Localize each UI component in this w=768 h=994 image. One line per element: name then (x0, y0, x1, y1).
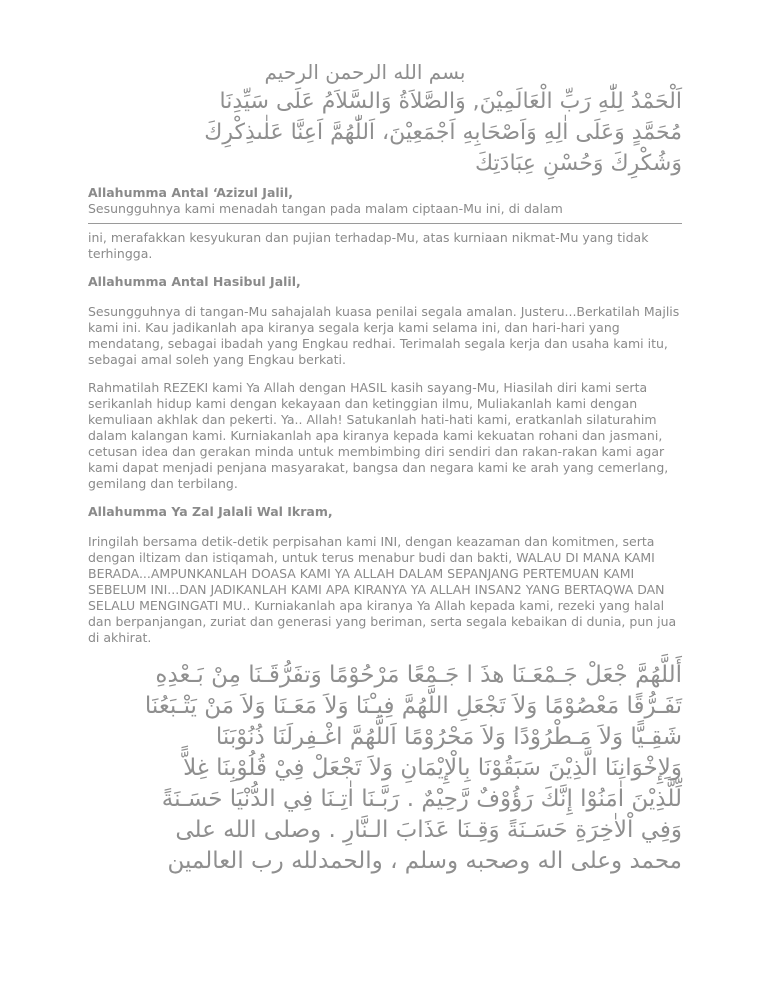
paragraph-intro-continued: ini, merafakkan kesyukuran dan pujian terhadap-Mu, atas kurniaan nikmat-Mu yang tidak terhingga. (88, 230, 649, 261)
arabic-line: لِّلَّذِيْنَ اٰمَنُوْا إِنَّكَ رَؤُوْفٌ رَّحِيْمٌ . رَبَّـنَا اٰتِـنَا فِي الدُّنْيَا حَسَـنَةً (161, 786, 682, 812)
arabic-line: وَفِي اْلاٰخِرَةِ حَسَـنَةً وَقِـنَا عَذَابَ الـنَّارِ . وصلى الله على (175, 817, 682, 843)
arabic-line: وَشُكْرِكَ وَحُسْنِ عِبَادَتِكَ (475, 151, 682, 176)
paragraph-intro: Sesungguhnya kami menadah tangan pada malam ciptaan-Mu ini, di dalam (88, 201, 563, 216)
arabic-line: تَفَـرُّقًا مَعْصُوْمًا وَلاَ تَجْعَلِ اللَّهُمَّ فِيـْنَا وَلاَ مَعَـنَا وَلاَ مَنْ يَتْـبَعُنَا (144, 693, 682, 719)
closing-arabic-prayer (88, 660, 682, 877)
section-heading-hasibul-jalil: Allahumma Antal Hasibul Jalil, (88, 274, 301, 289)
section-heading-azizul-jalil: Allahumma Antal ‘Azizul Jalil, (88, 185, 293, 200)
arabic-line: وَلِإِخْوَانِنَا الَّذِيْنَ سَبَقُوْنَا بِالْإِيْمَانِ وَلاَ تَجْعَلْ فِيْ قُلُوْبِنَا غِلاًّ (183, 755, 682, 781)
basmala: بسم الله الرحمن الرحيم (264, 60, 466, 84)
opening-arabic-prayer (88, 86, 682, 179)
arabic-line: اَلْحَمْدُ لِلّٰهِ رَبِّ الْعَالَمِيْنَ, وَالصَّلاَةُ وَالسَّلاَمُ عَلَى سَيِّدِنَا (219, 89, 682, 114)
fill-in-blank-line (88, 223, 682, 224)
paragraph-perpisahan: Iringilah bersama detik-detik perpisahan kami INI, dengan keazaman dan komitmen, serta dengan iltizam dan istiqamah, untuk terus menabur budi dan bakti, WALAU DI MANA KAMI BERADA...AMPUNKANLAH DOASA KAMI YA ALLAH DALAM SEPANJANG PERTEMUAN KAMI SEBELUM INI...DAN JADIKANLAH KAMI APA KIRANYA YA ALLAH INSAN2 YANG BERTAQWA DAN SELALU MENGINGATI MU.. Kurniakanlah apa kiranya Ya Allah kepada kami, rezeki yang halal dan berpanjangan, zuriat dan generasi yang beriman, serta segala kebaikan di dunia, pun jua di akhirat. (88, 534, 677, 645)
arabic-line: أَللَّهُمَّ جْعَلْ جَـمْعَـنَا هذَ ا جَـمْعًا مَرْحُوْمًا وَتفَرُّقَـنَا مِنْ بَـعْدِهِ (155, 662, 682, 688)
arabic-line: شَقِـيًّا وَلاَ مَـطْرُوْدًا وَلاَ مَحْرُوْمًا اَللَّهُمَّ اغْـفِرلَنَا ذُنُوْبَنَا (215, 724, 682, 750)
document-page (88, 58, 682, 877)
paragraph-amalan: Sesungguhnya di tangan-Mu sahajalah kuasa penilai segala amalan. Justeru...Berkatilah Majlis kami ini. Kau jadikanlah apa kiranya segala kerja kami selama ini, dan hari-hari yang mendatang, sebagai ibadah yang Engkau redhai. Terimalah segala kerja dan usaha kami itu, sebagai amal soleh yang Engkau berkati. (88, 304, 680, 367)
section-heading-zal-jalali: Allahumma Ya Zal Jalali Wal Ikram, (88, 504, 333, 519)
arabic-line: محمد وعلى اله وصحبه وسلم ، والحمدلله رب العالمين (167, 848, 682, 874)
paragraph-rezeki: Rahmatilah REZEKI kami Ya Allah dengan HASIL kasih sayang-Mu, Hiasilah diri kami serta serikanlah hidup kami dengan kekayaan dan ketinggian ilmu, Muliakanlah kami dengan kemuliaan akhlak dan pekerti. Ya.. Allah! Satukanlah hati-hati kami, eratkanlah silaturahim dalam kalangan kami. Kurniakanlah apa kiranya kepada kami kekuatan rohani dan jasmani, cetusan idea dan gerakan minda untuk membimbing diri sendiri dan rakan-rakan kami agar kami dapat menjadi penjana masyarakat, bangsa dan negara kami ke arah yang cemerlang, gemilang dan terbilang. (88, 380, 669, 491)
arabic-line: مُحَمَّدٍ وَعَلَى اٰلِهِ وَاَصْحَابِهِ اَجْمَعِيْنَ، اَللّٰهُمَّ اَعِنَّا عَلٰىذِكْرِكَ (204, 120, 682, 145)
